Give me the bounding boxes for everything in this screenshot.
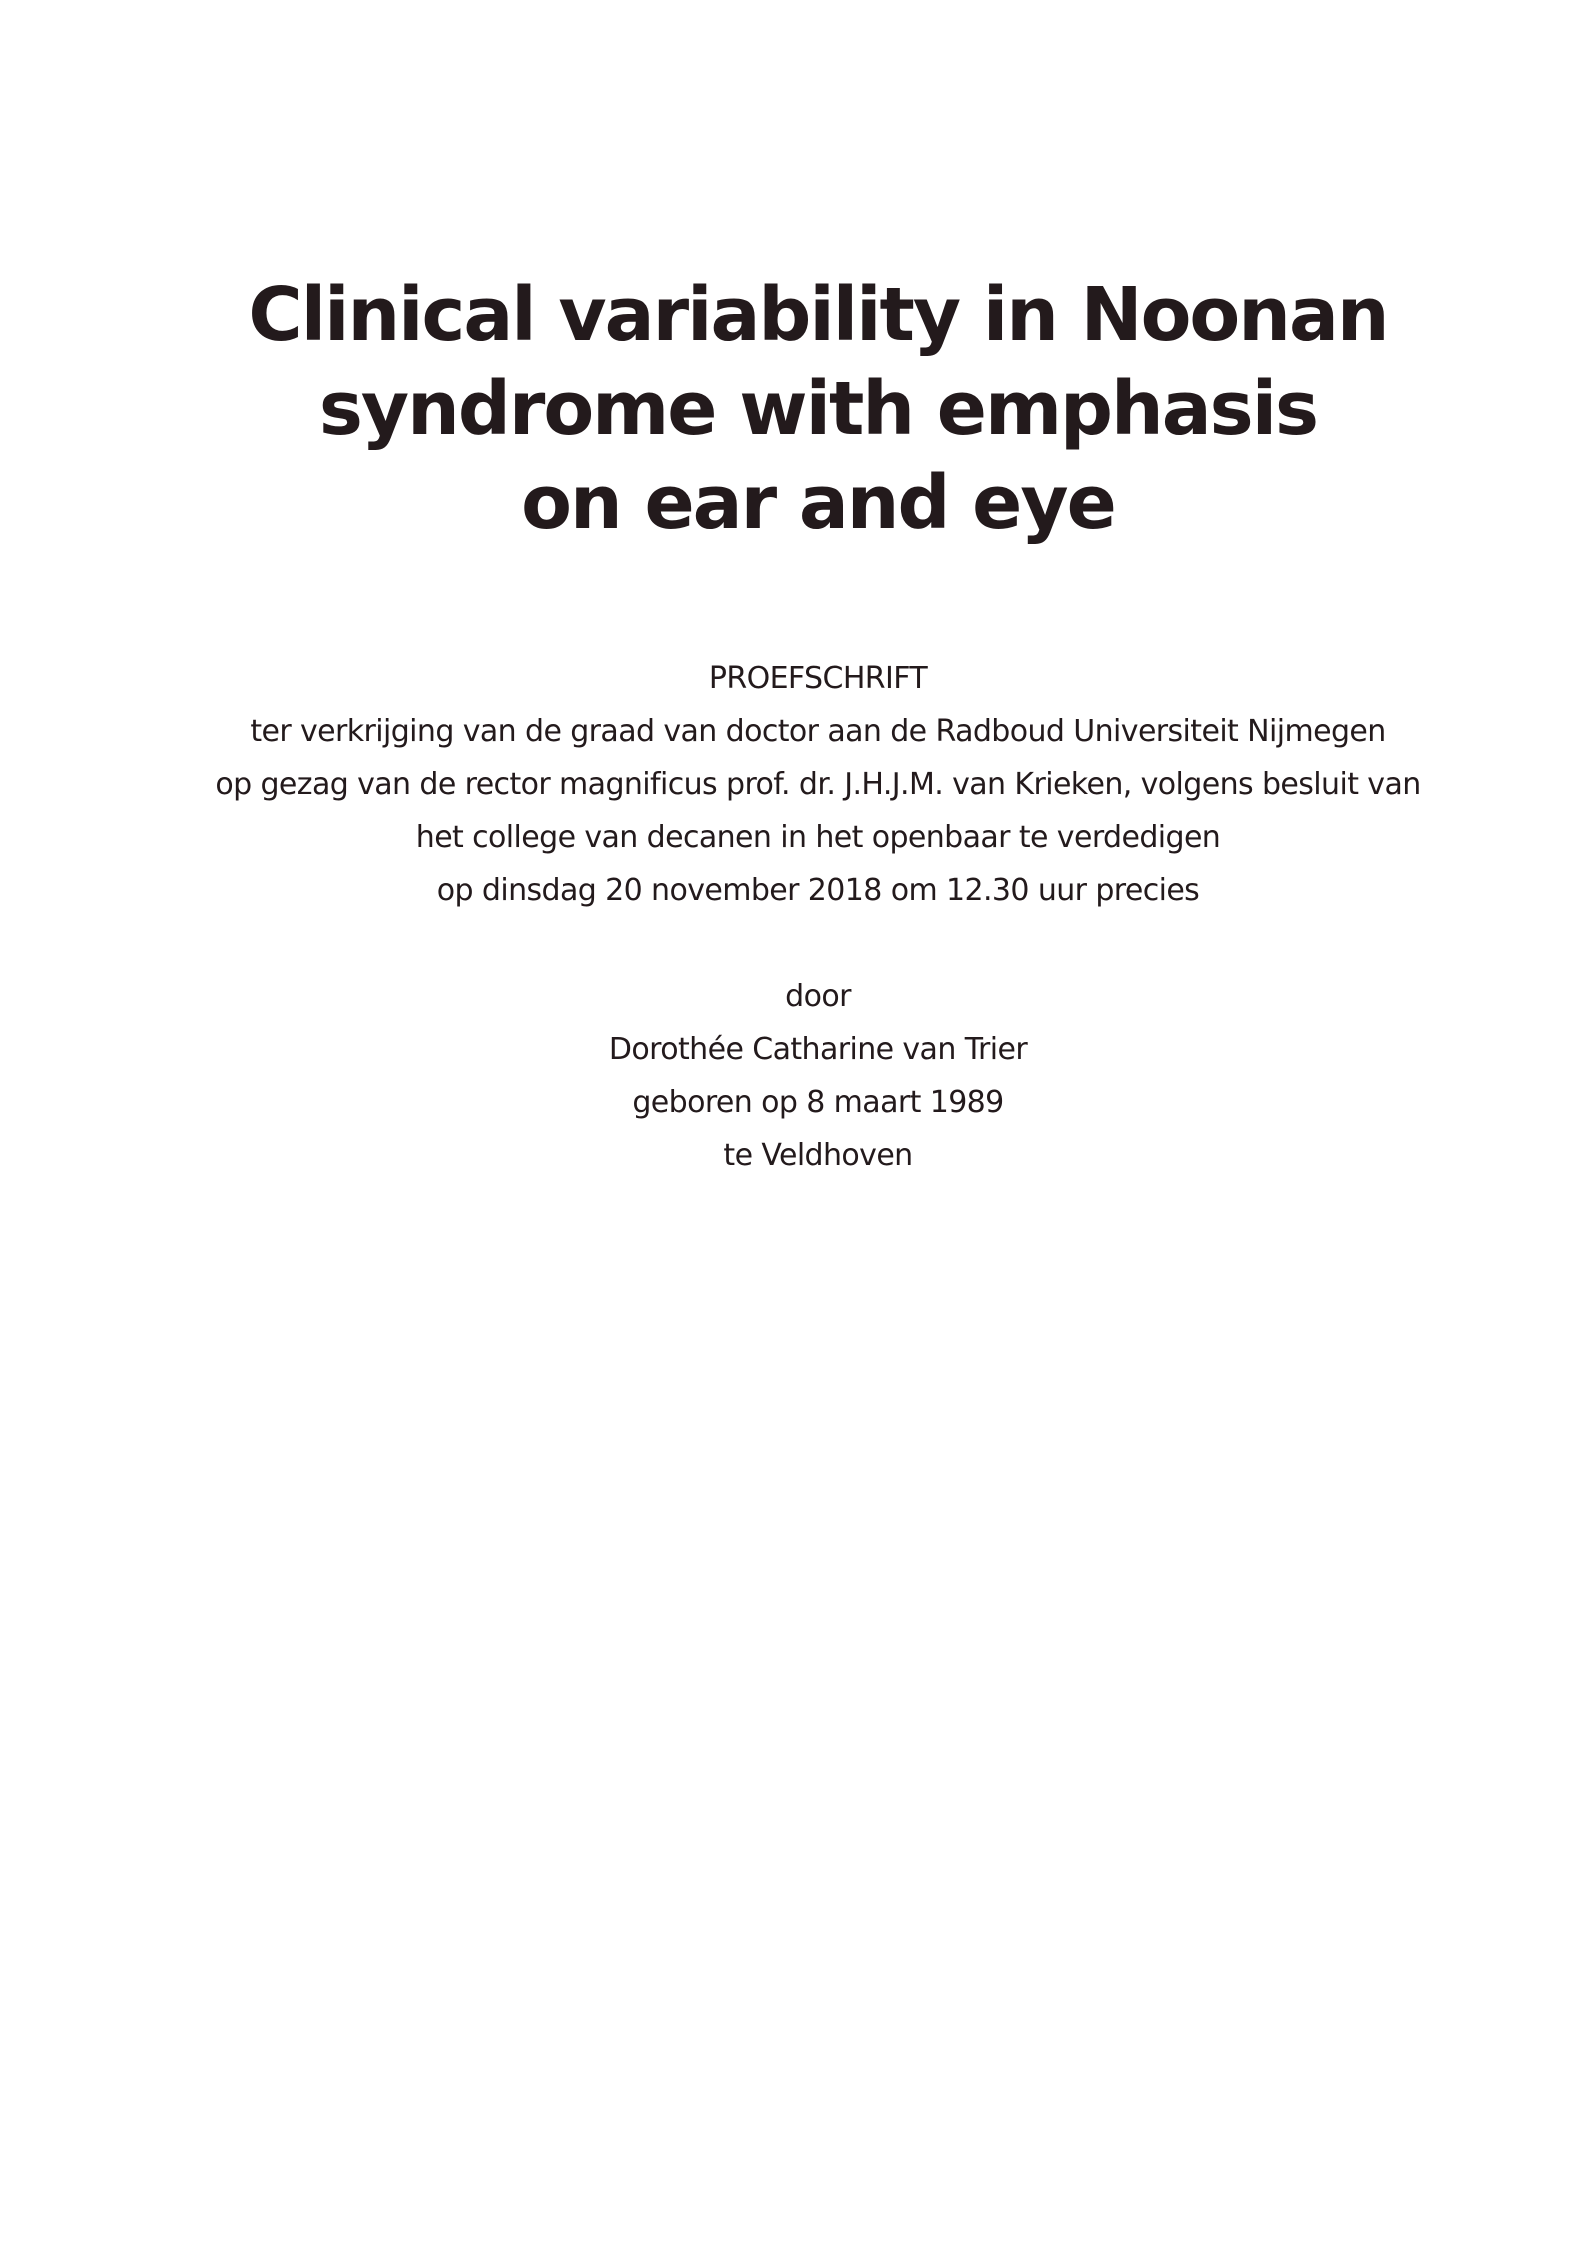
author-birthdate: geboren op 8 maart 1989	[632, 1085, 1004, 1120]
title-line: on ear and eye	[521, 460, 1115, 546]
proefschrift-block	[0, 652, 1594, 917]
title-line: syndrome with emphasis	[318, 366, 1318, 452]
thesis-title	[0, 268, 1594, 550]
title-line: Clinical variability in Noonan	[248, 272, 1388, 358]
proefschrift-line: het college van decanen in het openbaar te verdedigen	[415, 820, 1221, 855]
proefschrift-line: op gezag van de rector magnificus prof. dr. J.H.J.M. van Krieken, volgens besluit van	[215, 767, 1421, 802]
door-label: door	[785, 979, 851, 1014]
author-block	[0, 970, 1594, 1182]
proefschrift-line: ter verkrijging van de graad van doctor aan de Radboud Universiteit Nijmegen	[250, 714, 1386, 749]
proefschrift-heading: PROEFSCHRIFT	[708, 661, 928, 696]
proefschrift-line: op dinsdag 20 november 2018 om 12.30 uur precies	[436, 873, 1200, 908]
author-name: Dorothée Catharine van Trier	[608, 1032, 1028, 1067]
author-birthplace: te Veldhoven	[723, 1138, 913, 1173]
